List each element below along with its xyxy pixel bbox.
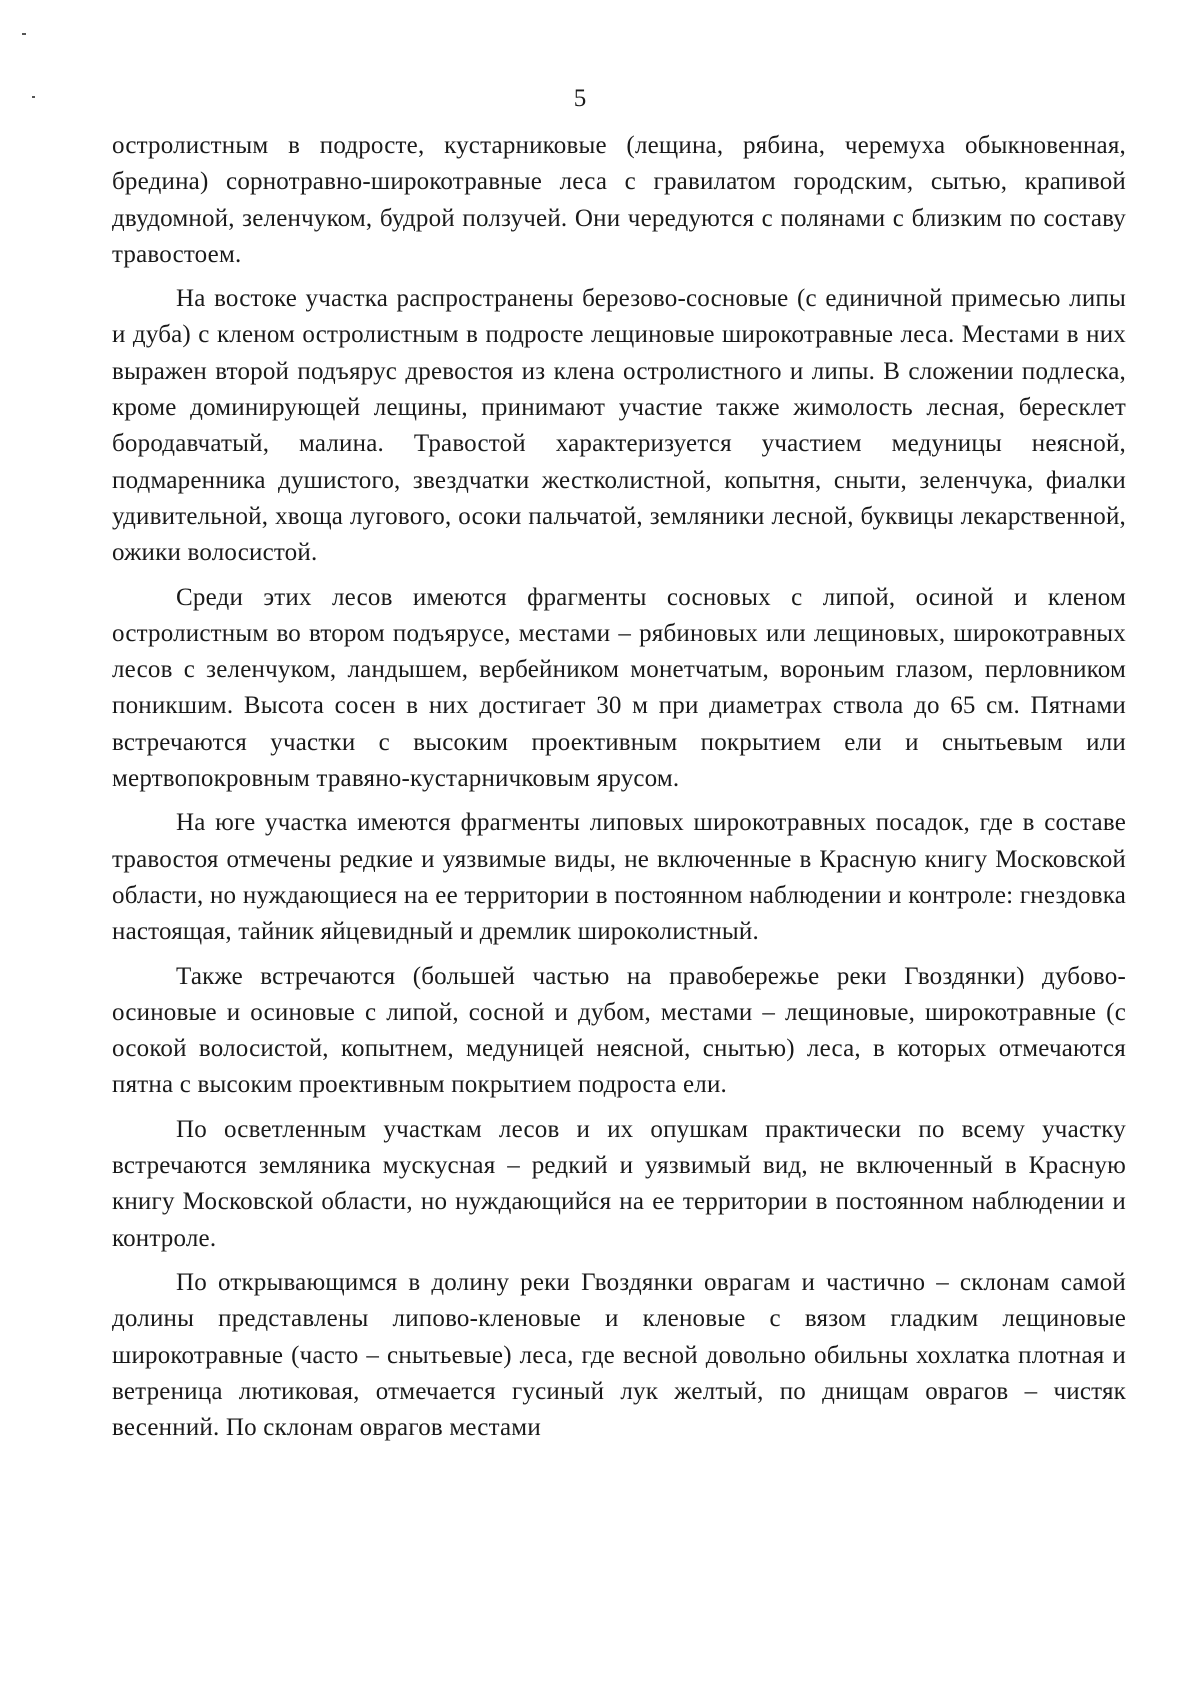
paragraph-ravines: По открывающимся в долину реки Гвоздянки оврагам и частично – склонам самой долины представлены липово-кленовые и кленовые с вязом гладким лещиновые широкотравные (часто – снытьевые) леса, где весной довольно обильны хохлатка плотная и ветреница лютиковая, отмечается гусиный лук желтый, по днищам оврагов – чистяк весенний. По склонам оврагов местами xyxy=(112,1268,1126,1442)
paragraph-east-forests: На востоке участка распространены березово-сосновые (с единичной примесью липы и дуба) с кленом остролистным в подросте лещиновые широкотравные леса. Местами в них выражен второй подъярус древостоя из клена остролистного и липы. В сложении подлеска, кроме доминирующей лещины, принимают участие также жимолость лесная, бересклет бородавчатый, малина. Травостой характеризуется участием медуницы неясной, подмаренника душистого, звездчатки жестколистной, копытня, сныти, зеленчука, фиалки удивительной, хвоща лугового, осоки пальчатой, земляники лесной, буквицы лекарственной, ожики волосистой. xyxy=(112,285,1126,567)
document-body xyxy=(112,128,1126,1454)
scan-speck xyxy=(22,33,26,35)
page-number: 5 xyxy=(573,85,587,112)
paragraph-south-linden: На юге участка имеются фрагменты липовых широкотравных посадок, где в составе травостоя отмечены редкие и уязвимые виды, не включенные в Красную книгу Московской области, но нуждающиеся на ее территории в постоянном наблюдении и контроле: гнездовка настоящая, тайник яйцевидный и дремлик широколистный. xyxy=(112,809,1126,946)
paragraph-pine-fragments: Среди этих лесов имеются фрагменты сосновых с липой, осиной и кленом остролистным во втором подъярусе, местами – рябиновых или лещиновых, широкотравных лесов с зеленчуком, ландышем, вербейником монетчатым, вороньим глазом, перловником поникшим. Высота сосен в них достигает 30 м при диаметрах ствола до 65 см. Пятнами встречаются участки с высоким проективным покрытием ели и снытьевым или мертвопокровным травяно-кустарничковым ярусом. xyxy=(112,583,1126,793)
paragraph-aspen-forests: Также встречаются (большей частью на правобережье реки Гвоздянки) дубово-осиновые и осиновые с липой, сосной и дубом, местами – лещиновые, широкотравные (с осокой волосистой, копытнем, медуницей неясной, снытью) леса, в которых отмечаются пятна с высоким проективным покрытием подроста ели. xyxy=(112,962,1126,1099)
paragraph-strawberry: По осветленным участкам лесов и их опушкам практически по всему участку встречаются земляника мускусная – редкий и уязвимый вид, не включенный в Красную книгу Московской области, но нуждающийся на ее территории в постоянном наблюдении и контроле. xyxy=(112,1115,1126,1252)
paragraph-continuation: остролистным в подросте, кустарниковые (лещина, рябина, черемуха обыкновенная, бредина) сорнотравно-широкотравные леса с гравилатом городским, сытью, крапивой двудомной, зеленчуком, будрой ползучей. Они чередуются с полянами с близким по составу травостоем. xyxy=(112,132,1126,268)
